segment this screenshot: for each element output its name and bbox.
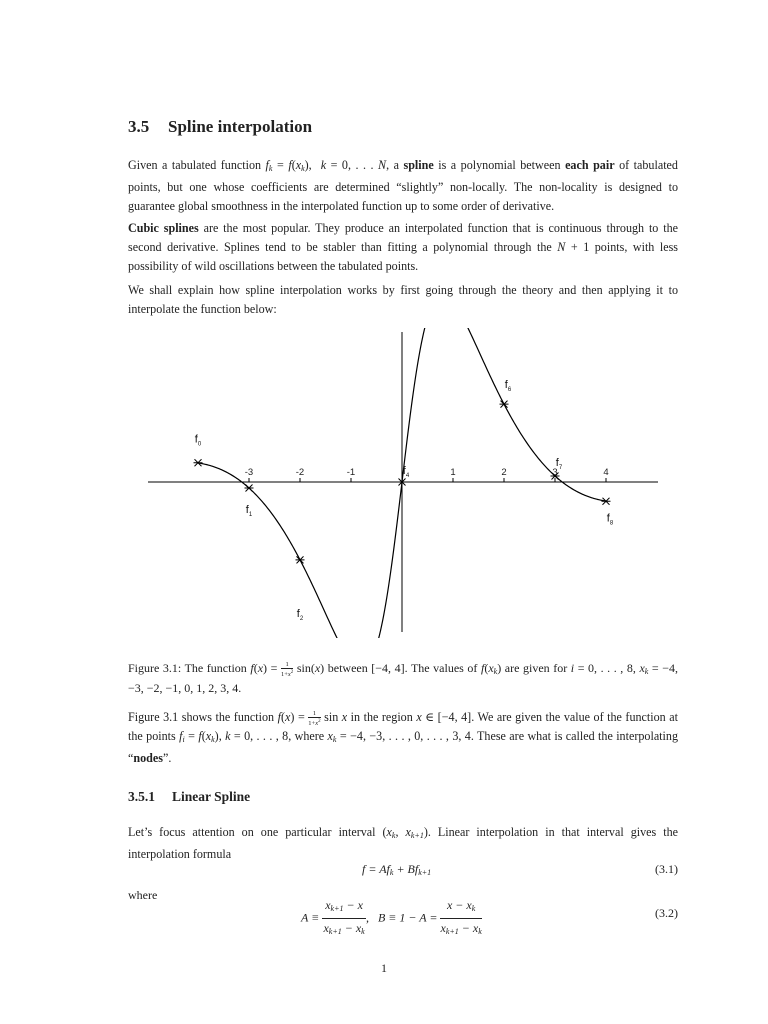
- node-label: $f_2$: [296, 607, 304, 622]
- text: points, with less possibility of wild oscillations between the tabulated points.: [128, 240, 679, 274]
- text: are given for: [501, 661, 571, 675]
- node-label: $f_8$: [606, 512, 614, 527]
- text: between [−4, 4]. The values of: [324, 661, 481, 675]
- term-nodes: nodes: [133, 751, 163, 766]
- figure-caption: Figure 3.1: The function f(x) = $\frac{1}{1+x^2}$ sin(x) between [−4, 4]. The values of $f(x_k)$ are given for i = 0, . . . , 8, $x_k = -4$, −3, −2, −1, 0, 1, 2, 3, 4.: [128, 660, 679, 695]
- text: in the region: [347, 710, 417, 724]
- subsection-title: Linear Spline: [172, 789, 251, 804]
- term-cubic-splines: Cubic splines: [128, 221, 199, 235]
- x-tick-label: -1: [346, 467, 356, 478]
- node-label: $f_6$: [504, 379, 512, 394]
- text: . Linear interpolation in that interval gives the interpolation formula: [128, 825, 679, 862]
- node-marker: [194, 459, 203, 466]
- x-tick-label: 3: [552, 467, 558, 478]
- equation-number: (3.2): [655, 906, 678, 920]
- paragraph-linear-interval: Let’s focus attention on one particular interval ($x_k$, $x_{k+1}$). Linear interpolation in that interval gives the interpolation formula: [128, 825, 679, 862]
- paragraph-cubic-splines: Cubic splines are the most popular. They produce an interpolated function that is continuous through to the second derivative. Splines tend to be stabler than fitting a polynomial through the N + 1 points, with less possibility of wild oscillations between the tabulated points.: [128, 221, 679, 274]
- page-number: 1: [381, 961, 387, 975]
- x-tick-label: 1: [450, 467, 456, 478]
- function-plot: [140, 328, 670, 638]
- node-label: $f_7$: [555, 457, 563, 472]
- x-tick-label: 2: [501, 467, 507, 478]
- text: are the most popular. They produce an interpolated function that is continuous through to the second derivative. Splines tend to be stabler than fitting a polynomial through the: [128, 221, 678, 255]
- x-tick-label: -3: [244, 467, 254, 478]
- node-label: $f_0$: [194, 433, 202, 448]
- node-marker: [500, 401, 509, 408]
- subsection-number: 3.5.1: [128, 789, 155, 804]
- text: , a: [386, 158, 404, 172]
- x-tick-label: -2: [295, 467, 305, 478]
- equation-3-2: A ≡ $\frac{x_{k+1} - x}{x_{k+1} - x_k}$ , B ≡ 1 − A = $\frac{x - x_k}{x_{k+1} - x_k}$ (3.2): [301, 898, 678, 936]
- node-label: $f_4$: [402, 465, 410, 479]
- text: of tabulated points, but one whose coefficients are determined “slightly” non-locally. The non-locality is designed to guarantee global smoothness in the interpolated function up to some order of derivative.: [128, 158, 678, 214]
- text: = 0, . . . , 8, where: [230, 729, 328, 744]
- figure-3-1: [140, 328, 670, 643]
- text: Let’s focus attention on one particular interval: [128, 825, 383, 839]
- node-marker: [296, 556, 305, 563]
- section-heading: [128, 117, 312, 137]
- x-tick-label: 4: [603, 467, 609, 478]
- node-marker: [245, 484, 254, 491]
- text: = −4, −3, −2, −1, 0, 1, 2, 3, 4.: [128, 661, 679, 695]
- section-title: Spline interpolation: [168, 117, 313, 136]
- text: ∈ [−4, 4]. We are given the value of the function at the points: [128, 710, 678, 744]
- text: = −4, −3, . . . , 0, . . . , 3, 4. These are what is called the interpolating “: [128, 729, 678, 766]
- node-label: $f_1$: [245, 503, 253, 518]
- equation-number: (3.1): [655, 862, 678, 876]
- paragraph-nodes: Figure 3.1 shows the function f(x) = $\frac{1}{1+x^2}$ sin x in the region x ∈ [−4, 4]. We are given the value of the function at the points $f_i = f(x_k)$, k = 0, . . . , 8, where $x_k = -4$, −3, . . . , 0, . . . , 3, 4. These are what is called the interpolating “nodes”.: [128, 709, 678, 766]
- paragraph-intro-figure: We shall explain how spline interpolation works by first going through the theory and then applying it to interpolate the function below:: [128, 283, 678, 317]
- node-marker: [602, 498, 611, 505]
- paragraph-spline-definition: Given a tabulated function $f_k = f(x_k)$, k = 0, . . . N, a spline is a polynomial between each pair of tabulated points, but one whose coefficients are determined “slightly” non-locally. The non-locality is designed to guarantee global smoothness in the interpolated function up to some order of derivative.: [128, 158, 678, 214]
- text: is a polynomial between: [433, 158, 566, 172]
- text: Figure 3.1: The function: [128, 661, 251, 675]
- term-spline: spline: [403, 158, 434, 172]
- subsection-heading: [128, 789, 250, 805]
- where-text: where: [128, 888, 158, 902]
- term-each-pair: each pair: [565, 158, 615, 172]
- text: Given a tabulated function: [128, 158, 266, 172]
- text: Figure 3.1 shows the function: [128, 710, 278, 724]
- text: = 0, . . . , 8,: [574, 661, 636, 675]
- section-number: 3.5: [128, 117, 150, 136]
- text: ”.: [162, 751, 172, 766]
